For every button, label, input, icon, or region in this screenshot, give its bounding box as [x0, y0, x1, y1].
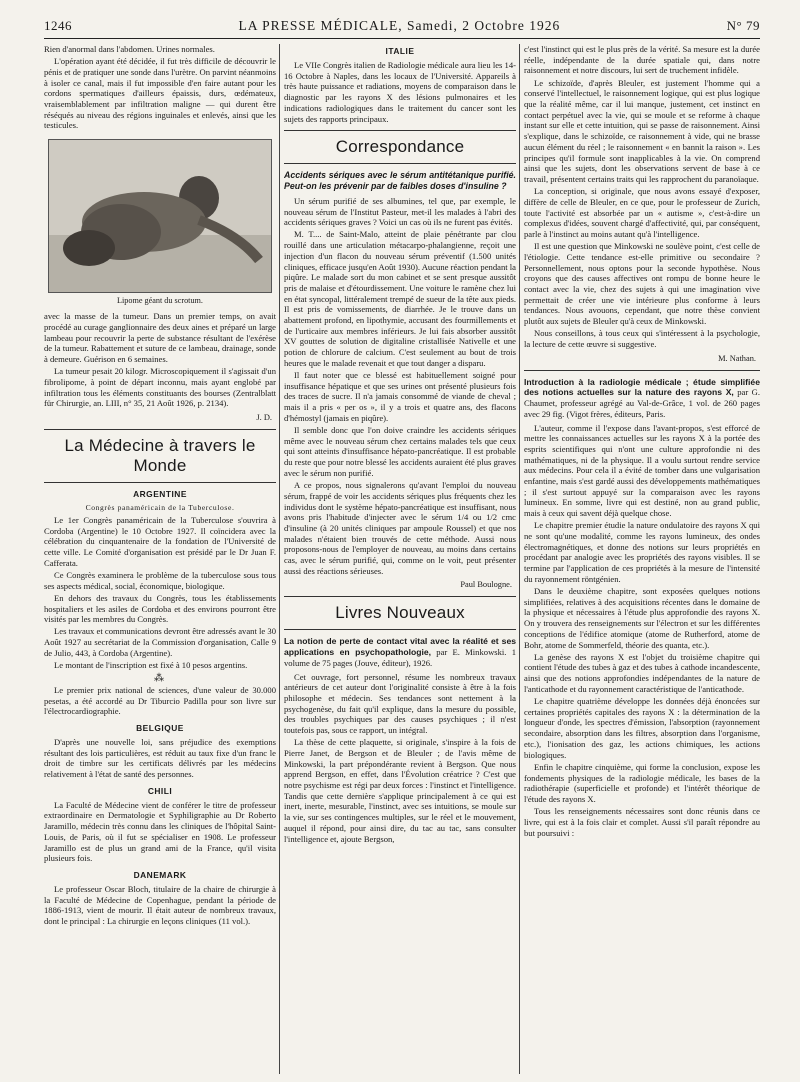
subheading: Congrès panaméricain de la Tuberculose. [85, 502, 235, 512]
issue-number: N° 79 [726, 18, 760, 33]
author-signature: J. D. [256, 412, 272, 422]
paragraph: A ce propos, nous signalerons qu'avant l'emploi du nouveau sérum, frappé de voir les accidents sériques plus fréquents chez les individus dont le système hépato-pancréatique est insuffisant, nous avons pris l'habitude d'injecter avec le sérum 1/4 ou 1/2 cmc d'insuline (à 20 unités cliniques par ampoule Roussel) et que nos malades n'étaient bien trouvés de cette méthode. Aussi nous proposons-nous de l'employer de nouveau, au moins dans certains cas, avec le sérum purifié, qui, comme on le voit, peut présenter aussi des réactions sérieuses. [284, 480, 516, 576]
author-signature: M. Nathan. [718, 353, 756, 363]
paragraph: Ce Congrès examinera le problème de la tuberculose sous tous ses aspects médical, social, économique, biologique. [44, 569, 276, 591]
section-rule [284, 130, 516, 131]
country-heading: BELGIQUE [136, 722, 184, 733]
section-rule [524, 370, 760, 371]
book-entry [284, 636, 516, 668]
section-rule [44, 482, 276, 483]
paragraph: La thèse de cette plaquette, si originale, s'inspire à la fois de Pierre Janet, de Bergson et de Bleuler ; de l'avis même de Minkowski, la part prépondérante revient à Bergson. Que nous apprend Bergson, en effet, dans l'Évolution créatrice ? C'est que notre psychisme est régi par deux forces : l'instinct et l'intelligence. Tandis que cette dernière s'applique principalement à ce qui est inert, inerte, mesurable, l'instinct, avec ses intuitions, se moule sur la vie, sur ses contingences multiples, sur le réel et le mouvement, auquel il répond, pour ainsi dire, du tac au tac, sans consulter l'intelligence et, ajoute Bergson, [284, 737, 516, 844]
country-heading: ITALIE [385, 46, 415, 56]
book-info: par E. Minkowski. 1 volume de 75 pages (Jouve, éditeur), 1926. [284, 647, 516, 668]
paragraph: Le montant de l'inscription est fixé à 10 pesos argentins. [54, 660, 248, 671]
article-lead: Accidents sériques avec le sérum antitétanique purifié. Peut-on les prévenir par de faibles doses d'insuline ? [284, 170, 516, 192]
photo-illustration [49, 140, 271, 292]
section-heading: La Médecine à travers le Monde [64, 435, 256, 475]
paragraph: Le premier prix national de sciences, d'une valeur de 30.000 pesetas, a été accordé au Dr Tiburcio Padilla pour son livre sur l'électrocardiographie. [44, 684, 276, 717]
paragraph: L'opération ayant été décidée, il fut très difficile de découvrir le pénis et de pratiquer une sonde dans l'urètre. On parvint néanmoins à isoler ce canal, mais il fut impossible d'en faire autant pour les cordons spermatiques d'ailleurs épaissis, durs, œdémateux, vraisemblablement par infiltration maligne — qui durent être réséqués au niveau des régions inguinales et enlevés, ainsi que les testicules. [44, 56, 276, 131]
country-heading: DANEMARK [133, 869, 187, 880]
book-info: par G. Chaumet, professeur agrégé au Val-de-Grâce, 1 vol. de 260 pages avec 29 fig. (Vigot frères, éditeurs, Paris. [524, 387, 760, 419]
paragraph: Le chapitre quatrième développe les données déjà énoncées sur certaines propriétés capitales des rayons X : la détermination de la longueur d'onde, les spectres d'émission, l'absorption (rayonnement secondaire, absorption dans les filtres, absorption dans l'organisme, etc.), l'ionisation des gaz, les actions chimiques, les actions biologiques. [524, 696, 760, 760]
paragraph: Les travaux et communications devront être adressés avant le 30 Août 1927 au secrétariat de la Commission d'organisation, Calle 9 de Julio, 443, à Cordoba (Argentine). [44, 626, 276, 658]
paragraph: Le 1er Congrès panaméricain de la Tuberculose s'ouvrira à Cordoba (Argentine) le 10 Octobre 1927. Il coïncidera avec la célébration du cinquantenaire de la fondation de l'Université de cette ville. Le Comité d'organisation est présidé par le Dr Juan F. Cafferata. [44, 514, 276, 568]
paragraph: La tumeur pesait 20 kilogr. Microscopiquement il s'agissait d'un fibrolipome, à point de départ inconnu, mais ayant englobé par infiltration tous les éléments constituants des bourses (Zentralblatt für Chirurgie, an. LIII, n° 35, 21 Août 1926, p. 2134). [44, 366, 276, 409]
section-heading: Livres Nouveaux [335, 603, 465, 623]
column-left [44, 44, 276, 1074]
paragraph: M. T.... de Saint-Malo, atteint de plaie pénétrante par clou rouillé dans une articulation métacarpo-phalangienne, reçoit une injection d'un flacon du nouveau sérum préventif (1.500 unités cliniques, efficace jusqu'en Août 1930). Aucune réaction pendant la piqûre. Le malade sort du mon cabinet et se sent presque aussitôt pris de malaise et d'étourdissement. Une voiture le ramène chez lui en état syncopal, littéralement trempé de sueur de la tête aux pieds. Il est pris de vomissements, de diarrhée. Je le trouve dans un abattement profond, en lipothymie, accusant des fourmillements et de l'urticaire aux membres inférieurs. Je lui fais absorber aussitôt XV gouttes de solution de digitaline cristallisée Nativelle et une potion de chlorure de calcium. C'est seulement au bout de trois heures que le malade revenait et que tout danger a disparu. [284, 229, 516, 368]
paragraph: Il est une question que Minkowski ne soulève point, c'est celle de l'étiologie. Cette tendance est-elle primitive ou secondaire ? Personnellement, nous optons pour la seconde hypothèse. Nous croyons que des causes affectives ont rompu de bonne heure le contact avec la vie, chez des sujets à qui une imagination vive permettait de créer une vie intérieure plus conforme à leurs tendances. Nous avouons, cependant, que notre thèse convient plutôt aux sujets de Bleuler qu'à ceux de Minkowski. [524, 241, 760, 327]
paragraph: En dehors des travaux du Congrès, tous les établissements hospitaliers et les asiles de Cordoba et des environs pourront être visités par les membres du Congrès. [44, 592, 276, 625]
page-number: 1246 [44, 18, 72, 33]
header-rule [44, 38, 760, 39]
paragraph: Nous conseillons, à tous ceux qui s'intéressent à la psychologie, la lecture de cette œuvre si suggestive. [524, 328, 760, 349]
page-header [44, 18, 760, 36]
paragraph: Tous les renseignements nécessaires sont donc réunis dans ce livre, qui est à la fois clair et complet. Aussi s'il paraît répondre au but poursuivi : [524, 806, 760, 838]
journal-title: LA PRESSE MÉDICALE, Samedi, 2 Octobre 1926 [238, 18, 561, 33]
paragraph: L'auteur, comme il l'expose dans l'avant-propos, s'est efforcé de mettre les connaissances actuelles sur les rayons X à la portée des esprits scientifiques qui n'ont une culture approfondie ni des mathématiques, ni de la physique. Il a voulu surtout rendre service aux médecins. Pour cela il a évité de tomber dans une vulgarisation enfantine, mais s'est gardé aussi des développements mathématiques ; il s'est surtout appuyé sur la comparaison avec les rayons lumineux. En somme, livre qui est destiné, non au grand public, mais à ceux qui savent déjà quelque chose. [524, 422, 760, 519]
paragraph: Le VIIe Congrès italien de Radiologie médicale aura lieu les 14-16 Octobre à Naples, dans les locaux de l'Université. Appareils à très haute puissance et radiations, moyens de comparaison dans le diagnostic par les rayons X des lésions pulmonaires et les indications radiologiques dans le traitement du cancer sont les sujets des rapports principaux. [284, 60, 516, 124]
paragraph: Rien d'anormal dans l'abdomen. Urines normales. [44, 44, 215, 54]
figure-caption: Lipome géant du scrotum. [117, 296, 203, 306]
section-rule [284, 629, 516, 630]
column-right [524, 44, 760, 1074]
book-entry [524, 377, 760, 420]
paragraph: Cet ouvrage, fort personnel, résume les nombreux travaux antérieurs de cet auteur dont l'originalité consiste à être à la fois philosophe et médecin. Ses tendances sont nettement à la psychogenèse, du fait qu'il explique, dans la mesure du possible, des troubles psychiques par des causes psychiques ; il n'est toutefois pas, sous ce rapport, un intégral. [284, 671, 516, 736]
paragraph: Le chapitre premier étudie la nature ondulatoire des rayons X qui ne sont qu'une modalité, comme les rayons lumineux, des ondes électromagnétiques, et donne des notions sur leurs propriétés en procédant par analogie avec les propriétés des rayons visibles. Il se termine par l'application de ces propriétés à la mesure de l'intensité du rayonnement röntgénien. [524, 520, 760, 584]
paragraph: Le schizoïde, d'après Bleuler, est justement l'homme qui a conservé l'intellectuel, le raisonnement logique, qui est plus logique que la réalité même, car il lui manque, justement, cet instinct en contact perpétuel avec la vie, qui se moule et se reforme à chaque instant sur elle et cette intuition, qui se passe de raisonnement. Ainsi s'explique, dans le schizoïde, ce raisonnement à vide, qui ne brasse aucun élément du réel ; le raisonnement « en bannit la raison ». Les principes qu'il formule sont inapplicables à la vie. On comprend ainsi que les sujets, dont les observations servent de base à ce travail, présentent certains traits qui les rapprochent du paranoïaque. [524, 77, 760, 184]
country-heading: ARGENTINE [133, 488, 187, 499]
paragraph: Dans le deuxième chapitre, sont exposées quelques notions simplifiées, relatives à des acquisitions récentes dans le domaine de la physique et nécessaires à l'étude plus approfondie des rayons X. On y trouvera des renseignements sur l'électron et sur les différentes conceptions de l'édifice atomique (atome de Rutherford, atome de Bohr, atome de Sommerfeld, théorie des quanta, etc.). [524, 586, 760, 650]
paragraph: La Faculté de Médecine vient de conférer le titre de professeur extraordinaire en Dermatologie et Syphiligraphie au Dr Roberto Jaramillo, médecin très connu dans les cliniques de l'hôpital Saint-Louis, de Paris, où il fut se spécialiser en 1908. Le professeur Jaramillo est de plus un grand ami de la France, qu'il visita plusieurs fois. [44, 799, 276, 864]
paragraph: La conception, si originale, que nous avons essayé d'exposer, diffère de celle de Bleuler, en ce que, pour le professeur de Zurich, toute l'activité est absorbée par un « autisme », c'est-à-dire un complexus d'idées, souvent chargé d'affectivité, qui, par conséquent, parle à l'instinct au moins autant qu'à l'intelligence. [524, 186, 760, 239]
paragraph: Il semble donc que l'on doive craindre les accidents sériques même avec le nouveau sérum chez certains malades tels que ceux qui sont atteints d'insuffisance hépato-pancréatique. Il est probable du reste que pour notre blessé les accidents auraient été plus graves avec le sérum non purifié. [284, 425, 516, 478]
paragraph: La genèse des rayons X est l'objet du troisième chapitre qui contient l'étude des tubes à gaz et des tubes à cathode incandescente, ainsi que des notions approfondies indépendantes de la nature de l'anticathode et du rayonnement caractéristique de l'anticathode. [524, 651, 760, 694]
book-title: La notion de perte de contact vital avec la réalité et ses applications en psychopathologie, [284, 636, 516, 658]
section-rule [284, 163, 516, 164]
photo-figure [48, 139, 272, 293]
book-title: Introduction à la radiologie médicale ; étude simplifiée des notions actuelles sur la nature des rayons X, [524, 376, 760, 398]
paragraph: Enfin le chapitre cinquième, qui forme la conclusion, expose les fondements physiques de la radiologie médicale, les bases de la radiothérapie (superficielle et profonde) et l'intérêt théorique de l'étude des rayons X. [524, 761, 760, 804]
author-signature: Paul Boulogne. [460, 580, 512, 590]
paragraph: D'après une nouvelle loi, sans préjudice des exemptions résultant des lois particulières, est réduit au taux fixe d'un franc le droit de timbre sur les certificats délivrés par les médecins relativement à l'état de santé des personnes. [44, 736, 276, 780]
section-rule [284, 596, 516, 597]
section-rule [44, 429, 276, 430]
paragraph: Le professeur Oscar Bloch, titulaire de la chaire de chirurgie à la Faculté de Médecine de Copenhague, pendant la période de 1886-1913, vient de mourir. Il était auteur de nombreux travaux, dont le principal : La chirurgie en leçons cliniques (11 vol.). [44, 883, 276, 927]
paragraph: c'est l'instinct qui est le plus près de la vérité. Sa mesure est la durée réelle, indépendante de la durée spatiale qui, dans notre raisonnement et notre discours, lui sert de truchement infidèle. [524, 44, 760, 76]
column-divider [519, 44, 520, 1074]
paragraph: avec la masse de la tumeur. Dans un premier temps, on avait procédé au curage ganglionnaire des deux aines et préparé un large lambeau pour recouvrir la perte de substance résultant de l'exérèse de la tumeur. Rabattement et suture de ce lambeau, drainage, sonde à demeure. Guérison en 6 semaines. [44, 311, 276, 364]
column-divider [279, 44, 280, 1074]
column-middle [284, 44, 516, 1074]
section-heading: Correspondance [335, 137, 465, 157]
asterism: ⁂ [154, 672, 166, 684]
country-heading: CHILI [147, 785, 173, 796]
paragraph: Il faut noter que ce blessé est habituellement soigné pour insuffisance hépatique et que ses urines ont présenté plusieurs fois des traces de sucre. Il n'a jamais consommé de viande de cheval ; mais il a pris « per os », il y a trois et quatre ans, des flacons d'hémostyl (jamais en piqûre). [284, 370, 516, 423]
paragraph: Un sérum purifié de ses albumines, tel que, par exemple, le nouveau sérum de l'Institut Pasteur, met-il les malades à l'abri des accidents sériques graves ? Voici un cas où ils ne furent pas évités. [284, 195, 516, 228]
